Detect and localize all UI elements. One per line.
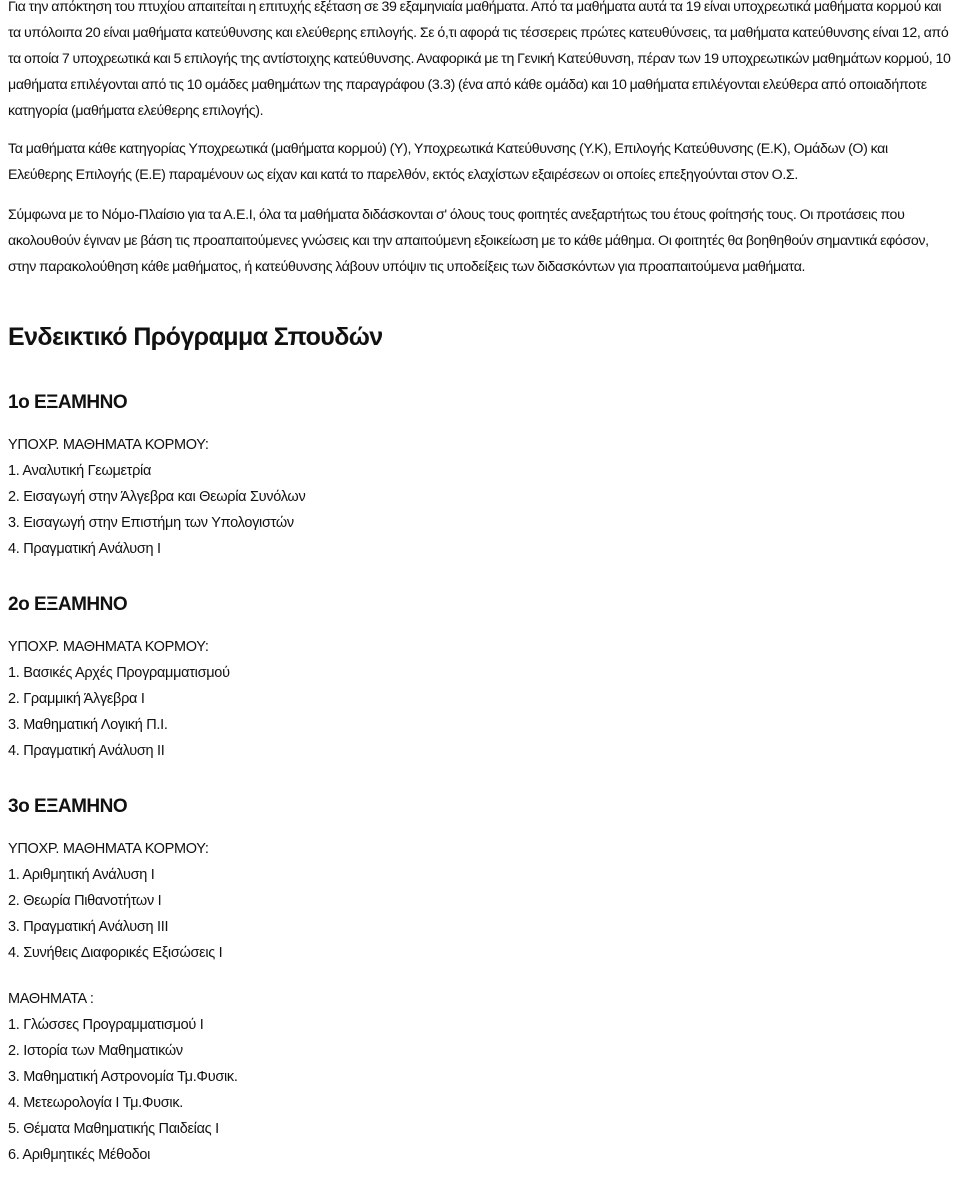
semester-3-elective-label: ΜΑΘΗΜΑΤΑ : (8, 991, 94, 1007)
intro-paragraph-categories: Τα μαθήματα κάθε κατηγορίας Υποχρεωτικά (μαθήματα κορμού) (Υ), Υποχρεωτικά Κατεύθυνσης (Υ.Κ), Επιλογής Κατεύθυνσης (Ε.Κ), Ομάδων (Ο) και Ελεύθερης Επιλογής (Ε.Ε) παραμένουν ως είχαν και κατά το παρελθόν, εκτός ελαχίστων εξαιρέσεων οι οποίες επεξηγούνται στον Ο.Σ. (8, 141, 888, 183)
course-item: 1. Αναλυτική Γεωμετρία (8, 463, 152, 479)
course-item: 2. Θεωρία Πιθανοτήτων Ι (8, 893, 162, 909)
course-item: 4. Πραγματική Ανάλυση Ι (8, 541, 161, 557)
semester-3-elective-list (8, 1012, 954, 1168)
semester-2-core-list (8, 660, 954, 764)
semester-1-core-label: ΥΠΟΧΡ. ΜΑΘΗΜΑΤΑ ΚΟΡΜΟΥ: (8, 437, 209, 453)
semester-3-core-label: ΥΠΟΧΡ. ΜΑΘΗΜΑΤΑ ΚΟΡΜΟΥ: (8, 841, 209, 857)
course-item: 1. Γλώσσες Προγραμματισμού Ι (8, 1017, 204, 1033)
semester-2-title: 2ο ΕΞΑΜΗΝΟ (8, 594, 128, 615)
semester-1-core-list (8, 458, 954, 562)
course-item: 4. Συνήθεις Διαφορικές Εξισώσεις Ι (8, 945, 223, 961)
course-item: 3. Μαθηματική Αστρονομία Τμ.Φυσικ. (8, 1069, 238, 1085)
course-item: 4. Μετεωρολογία Ι Τμ.Φυσικ. (8, 1095, 184, 1111)
course-item: 2. Εισαγωγή στην Άλγεβρα και Θεωρία Συνόλων (8, 489, 306, 505)
course-item: 1. Αριθμητική Ανάλυση Ι (8, 867, 155, 883)
course-item: 2. Γραμμική Άλγεβρα Ι (8, 691, 145, 707)
semester-2-section (8, 592, 954, 764)
semester-1-title: 1ο ΕΞΑΜΗΝΟ (8, 392, 128, 413)
program-title: Ενδεικτικό Πρόγραμμα Σπουδών (8, 323, 383, 351)
semester-3-title: 3ο ΕΞΑΜΗΝΟ (8, 796, 128, 817)
intro-paragraph-requirements: Για την απόκτηση του πτυχίου απαιτείται η επιτυχής εξέταση σε 39 εξαμηνιαία μαθήματα. Από τα μαθήματα αυτά τα 19 είναι υποχρεωτικά μαθήματα κορμού και τα υπόλοιπα 20 είναι μαθήματα κατεύθυνσης και ελεύθερης επιλογής. Σε ό,τι αφορά τις τέσσερεις πρώτες κατευθύνσεις, τα μαθήματα κατεύθυνσης είναι 12, από τα οποία 7 υποχρεωτικά και 5 επιλογής της αντίστοιχης κατεύθυνσης. Αναφορικά με τη Γενική Κατεύθυνση, πέραν των 19 υποχρεωτικών μαθημάτων κορμού, 10 μαθήματα επιλέγονται από τις 10 ομάδες μαθημάτων της παραγράφου (3.3) (ένα από κάθε ομάδα) και 10 μαθήματα επιλέγονται ελεύθερα από οποιαδήποτε κατηγορία (μαθήματα ελεύθερης επιλογής). (8, 0, 951, 119)
course-item: 2. Ιστορία των Μαθηματικών (8, 1043, 183, 1059)
intro-paragraph-framework-law: Σύμφωνα με το Νόμο-Πλαίσιο για τα Α.Ε.Ι, όλα τα μαθήματα διδάσκονται σ' όλους τους φοιτητές ανεξαρτήτως του έτους φοίτησής τους. Οι προτάσεις που ακολουθούν έγιναν με βάση τις προαπαιτούμενες γνώσεις και την απαιτούμενη εξοικείωση με το κάθε μάθημα. Οι φοιτητές θα βοηθηθούν σημαντικά εφόσον, στην παρακολούθηση κάθε μαθήματος, ή κατεύθυνσης λάβουν υπόψιν τις υποδείξεις των διδασκόντων για προαπαιτούμενα μαθήματα. (8, 207, 929, 275)
semester-1-section (8, 390, 954, 562)
course-item: 6. Αριθμητικές Μέθοδοι (8, 1147, 151, 1163)
course-item: 5. Θέματα Μαθηματικής Παιδείας Ι (8, 1121, 219, 1137)
course-item: 4. Πραγματική Ανάλυση ΙΙ (8, 743, 165, 759)
course-item: 1. Βασικές Αρχές Προγραμματισμού (8, 665, 230, 681)
semester-3-section (8, 794, 954, 1168)
course-item: 3. Πραγματική Ανάλυση ΙΙΙ (8, 919, 169, 935)
semester-3-core-list (8, 862, 954, 966)
course-item: 3. Μαθηματική Λογική Π.Ι. (8, 717, 168, 733)
semester-2-core-label: ΥΠΟΧΡ. ΜΑΘΗΜΑΤΑ ΚΟΡΜΟΥ: (8, 639, 209, 655)
course-item: 3. Εισαγωγή στην Επιστήμη των Υπολογιστών (8, 515, 294, 531)
